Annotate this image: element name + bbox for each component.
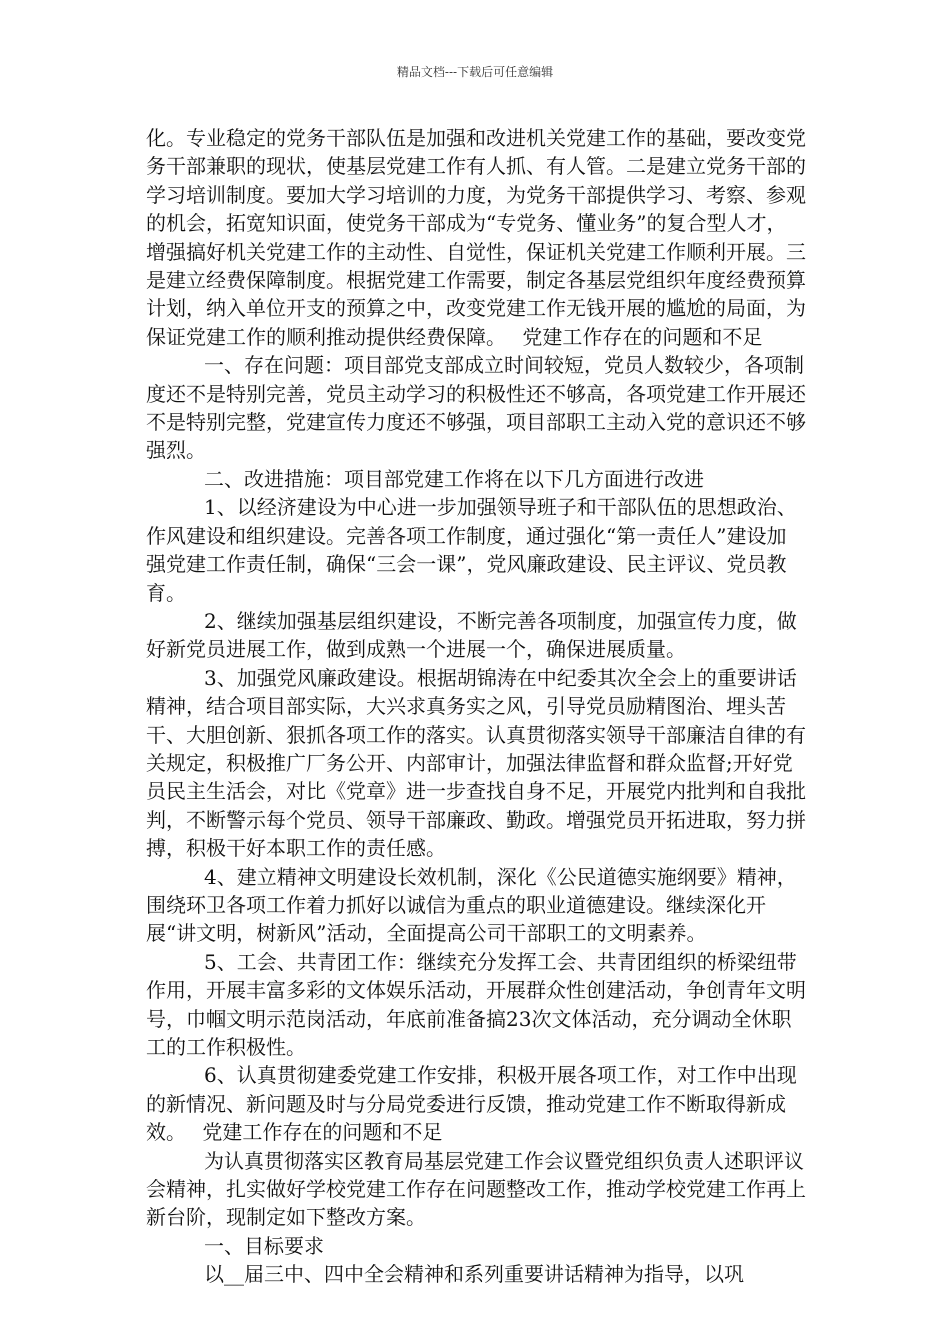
paragraph: 4、建立精神文明建设长效机制，深化《公民道德实施纲要》精神，围绕环卫各项工作着力抓好以诚信为重点的职业道德建设。继续深化开展“讲文明，树新风”活动，全面提高公司干部职工的文明素养。 bbox=[146, 864, 797, 946]
paragraph: 3、加强党风廉政建设。根据胡锦涛在中纪委其次全会上的重要讲话精神，结合项目部实际，大兴求真务实之风，引导党员励精图治、埋头苦干、大胆创新、狠抓各项工作的落实。认真贯彻落实领导干部廉洁自律的有关规定，积极推广厂务公开、内部审计，加强法律监督和群众监督;开好党员民主生活会，对比《党章》进一步查找自身不足，开展党内批判和自我批判，不断警示每个党员、领导干部廉政、勤政。增强党员开拓进取，努力拼搏，积极干好本职工作的责任感。 bbox=[146, 665, 806, 861]
paragraph: 5、工会、共青团工作：继续充分发挥工会、共青团组织的桥梁纽带作用，开展丰富多彩的文体娱乐活动，开展群众性创建活动，争创青年文明号，巾帼文明示范岗活动，年底前准备搞23次文体活动，充分调动全休职工的工作积极性。 bbox=[146, 949, 806, 1059]
paragraph: 为认真贯彻落实区教育局基层党建工作会议暨党组织负责人述职评议会精神，扎实做好学校党建工作存在问题整改工作，推动学校党建工作再上新台阶，现制定如下整改方案。 bbox=[146, 1148, 806, 1230]
paragraph: 化。专业稳定的党务干部队伍是加强和改进机关党建工作的基础，要改变党务干部兼职的现状，使基层党建工作有人抓、有人管。二是建立党务干部的学习培训制度。要加大学习培训的力度，为党务干部提供学习、考察、参观的机会，拓宽知识面，使党务干部成为“专党务、懂业务”的复合型人才，增强搞好机关党建工作的主动性、自觉性，保证机关党建工作顺利开展。三是建立经费保障制度。根据党建工作需要，制定各基层党组织年度经费预算计划，纳入单位开支的预算之中，改变党建工作无钱开展的尴尬的局面，为保证党建工作的顺利推动提供经费保障。 党建工作存在的问题和不足 bbox=[146, 126, 806, 349]
paragraph: 2、继续加强基层组织建设，不断完善各项制度，加强宣传力度，做好新党员进展工作，做到成熟一个进展一个，确保进展质量。 bbox=[146, 608, 797, 662]
document-body bbox=[146, 124, 806, 1289]
paragraph: 一、目标要求 bbox=[204, 1233, 324, 1258]
paragraph: 以__届三中、四中全会精神和系列重要讲话精神为指导，以巩 bbox=[204, 1262, 744, 1287]
paragraph: 6、认真贯彻建委党建工作安排，积极开展各项工作，对工作中出现的新情况、新问题及时与分局党委进行反馈，推动党建工作不断取得新成效。 党建工作存在的问题和不足 bbox=[146, 1063, 797, 1145]
paragraph: 一、存在问题：项目部党支部成立时间较短，党员人数较少，各项制度还不是特别完善，党员主动学习的积极性还不够高，各项党建工作开展还不是特别完整，党建宣传力度还不够强，项目部职工主动入党的意识还不够强烈。 bbox=[146, 353, 806, 463]
paragraph: 二、改进措施：项目部党建工作将在以下几方面进行改进 bbox=[204, 466, 704, 491]
page-header: 精品文档---下载后可任意编辑 bbox=[396, 65, 554, 79]
paragraph: 1、以经济建设为中心进一步加强领导班子和干部队伍的思想政治、作风建设和组织建设。完善各项工作制度，通过强化“第一责任人”建设加强党建工作责任制，确保“三会一课”，党风廉政建设、民主评议、党员教育。 bbox=[146, 495, 797, 605]
